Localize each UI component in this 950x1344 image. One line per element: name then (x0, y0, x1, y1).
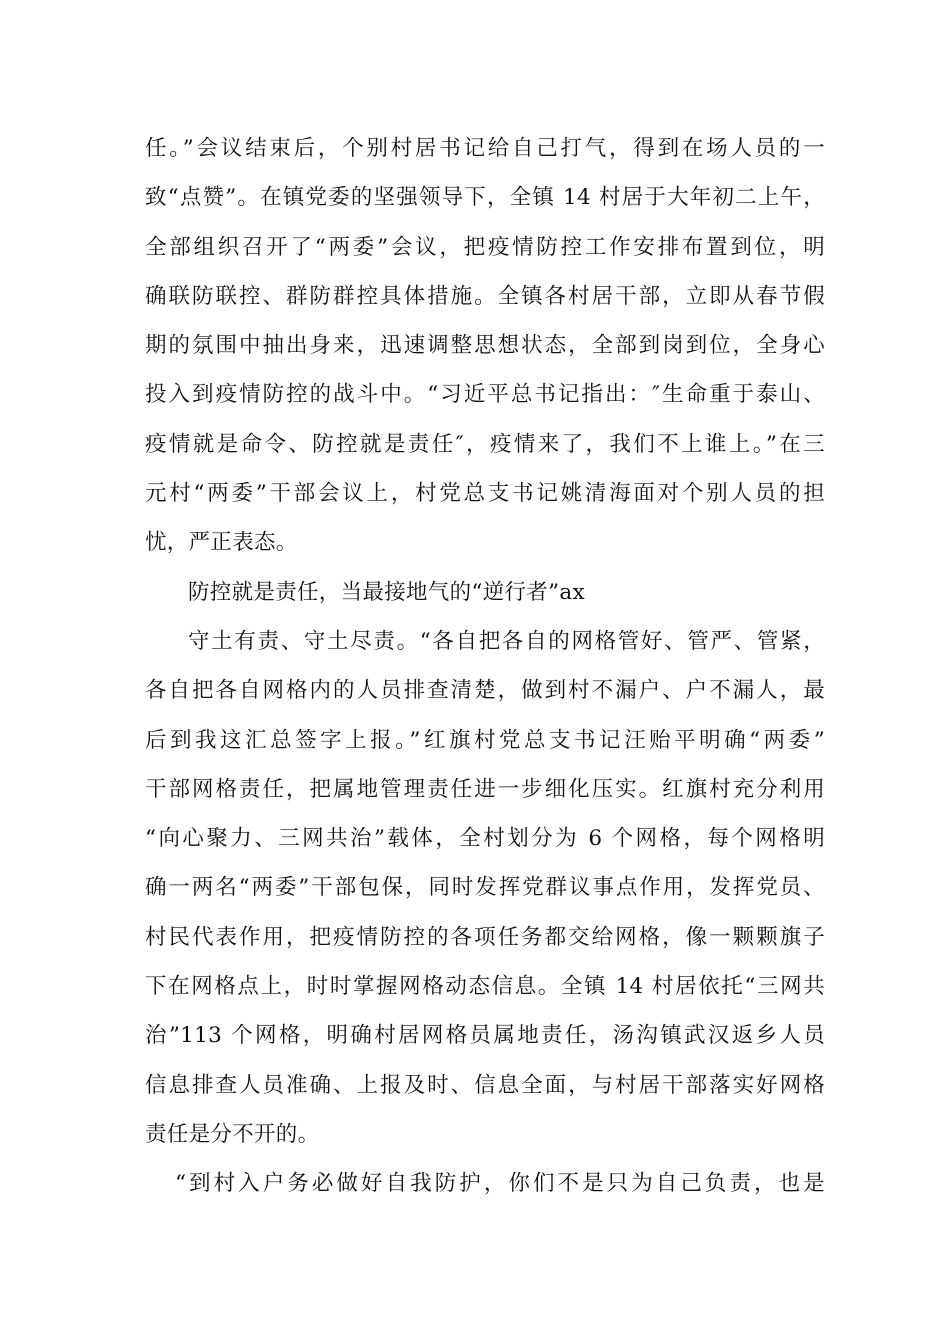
text-line: 村民代表作用，把疫情防控的各项任务都交给网格，像一颗颗旗子 (145, 924, 825, 950)
text-line: 守土有责、守土尽责。“各自把各自的网格管好、管严、管紧， (188, 628, 825, 654)
text-line: 确联防联控、群防群控具体措施。全镇各村居干部，立即从春节假 (145, 283, 825, 309)
text-line: 投入到疫情防控的战斗中。“习近平总书记指出：″生命重于泰山、 (145, 382, 825, 408)
text-line: “到村入户务必做好自我防护，你们不是只为自己负责，也是 (175, 1171, 825, 1197)
text-line: 各自把各自网格内的人员排查清楚，做到村不漏户、户不漏人，最 (145, 678, 825, 704)
text-line: 任。”会议结束后，个别村居书记给自己打气，得到在场人员的一 (145, 136, 825, 161)
text-line: 下在网格点上，时时掌握网格动态信息。全镇 14 村居依托“三网共 (145, 974, 825, 1000)
text-line: 信息排查人员准确、上报及时、信息全面，与村居干部落实好网格 (145, 1072, 825, 1098)
text-line: 忧，严正表态。 (145, 530, 298, 556)
text-line: 元村“两委”干部会议上，村党总支书记姚清海面对个别人员的担 (145, 481, 825, 507)
text-line: 责任是分不开的。 (145, 1121, 320, 1147)
text-line: 干部网格责任，把属地管理责任进一步细化压实。红旗村充分利用 (145, 776, 825, 802)
body-text (145, 124, 825, 1209)
section-heading: 防控就是责任，当最接地气的“逆行者”ax (188, 579, 585, 605)
text-line: 治”113 个网格，明确村居网格员属地责任，汤沟镇武汉返乡人员 (145, 1023, 825, 1049)
text-line: 疫情就是命令、防控就是责任″，疫情来了，我们不上谁上。”在三 (145, 431, 825, 457)
text-line: 确一两名“两委”干部包保，同时发挥党群议事点作用，发挥党员、 (145, 875, 825, 901)
text-line: 全部组织召开了“两委”会议，把疫情防控工作安排布置到位，明 (145, 234, 825, 260)
text-line: 后到我这汇总签字上报。”红旗村党总支书记汪贻平明确“两委” (145, 727, 825, 753)
text-line: 期的氛围中抽出身来，迅速调整思想状态，全部到岗到位，全身心 (145, 333, 825, 359)
text-line: “向心聚力、三网共治”载体，全村划分为 6 个网格，每个网格明 (145, 826, 825, 852)
text-line: 致“点赞”。在镇党委的坚强领导下，全镇 14 村居于大年初二上午， (145, 185, 825, 211)
